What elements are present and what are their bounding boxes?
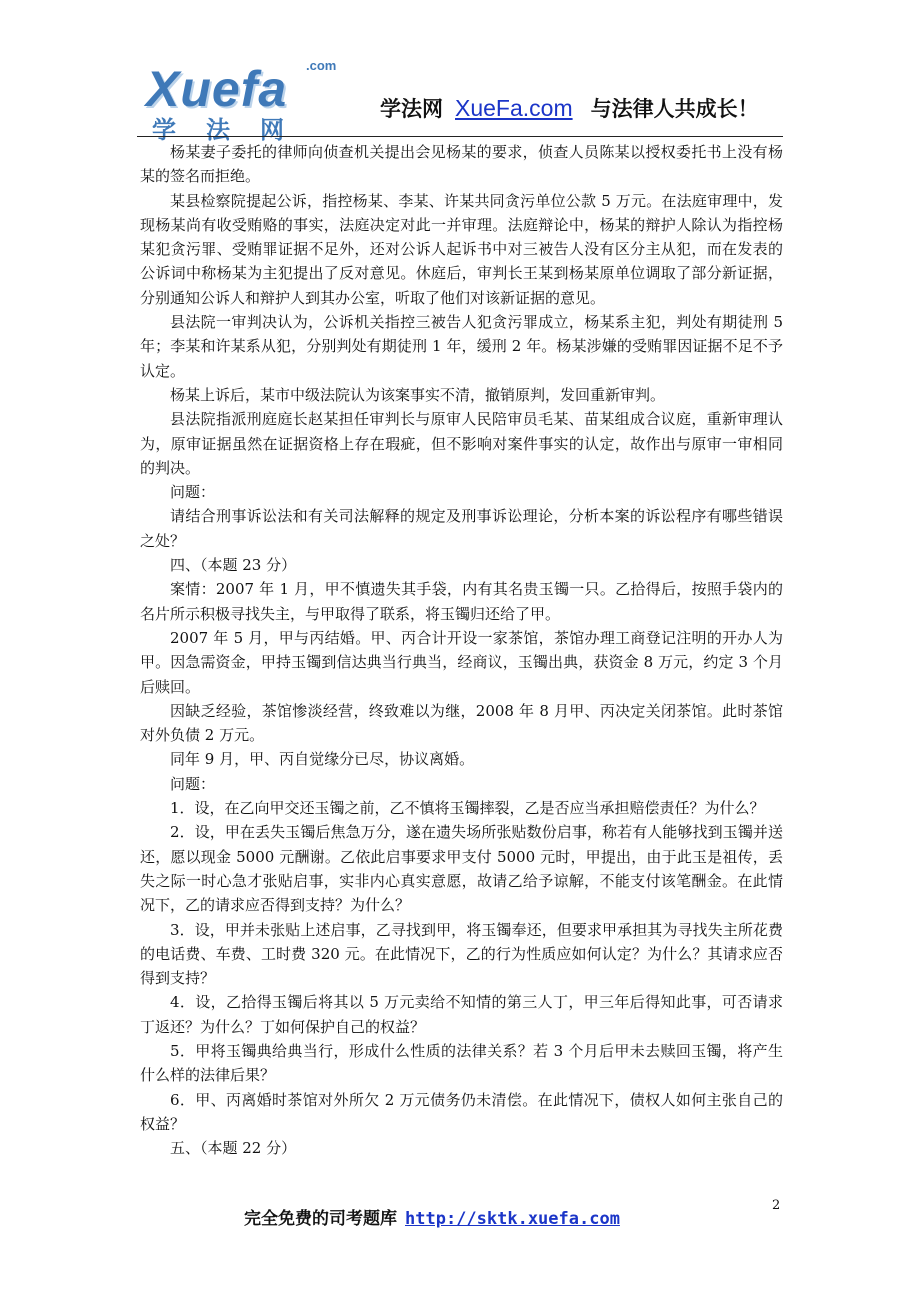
slogan-site-name: 学法网 [380,97,443,121]
logo-chinese-name: 学法网 [152,116,314,144]
paragraph: 县法院指派刑庭庭长赵某担任审判长与原审人民陪审员毛某、苗某组成合议庭，重新审理认为，原审证据虽然在证据资格上存在瑕疵，但不影响对案件事实的认定，故作出与原审一审相同的判决。 [140,410,783,477]
xuefa-logo[interactable] [140,58,350,144]
paragraph: 杨某上诉后，某市中级法院认为该案事实不清，撤销原判，发回重新审判。 [170,385,666,404]
paragraph: 某县检察院提起公诉，指控杨某、李某、许某共同贪污单位公款 5 万元。在法庭审理中，发现杨某尚有收受贿赂的事实，法庭决定对此一并审理。法庭辩论中，杨某的辩护人除认为指控杨某犯贪污罪、受贿罪证据不足外，还对公诉人起诉书中对三被告人没有区分主从犯，而在发表的公诉词中称杨某为主犯提出了反对意见。休庭后，审判长王某到杨某原单位调取了部分新证据，分别通知公诉人和辩护人到其办公室，听取了他们对该新证据的意见。 [140,191,783,307]
question-item: 1．设，在乙向甲交还玉镯之前，乙不慎将玉镯摔裂，乙是否应当承担赔偿责任？为什么？ [170,799,765,818]
question-item: 4．设，乙拾得玉镯后将其以 5 万元卖给不知情的第三人丁，甲三年后得知此事，可否请求丁返还？为什么？丁如何保护自己的权益？ [140,993,783,1036]
paragraph: 案情：2007 年 1 月，甲不慎遗失其手袋，内有其名贵玉镯一只。乙拾得后，按照手袋内的名片所示积极寻找失主，与甲取得了联系，将玉镯归还给了甲。 [140,580,783,623]
logo-domain-suffix: .com [306,58,337,73]
header-divider [137,136,783,137]
question-label: 问题： [170,483,216,502]
page-header [0,0,920,150]
section-heading: 四、（本题 23 分） [170,556,297,575]
footer-link[interactable]: http://sktk.xuefa.com [405,1209,620,1229]
paragraph: 同年 9 月，甲、丙自觉缘分已尽，协议离婚。 [170,750,475,769]
footer-text: 完全免费的司考题库 [244,1209,397,1229]
question-item: 3．设，甲并未张贴上述启事，乙寻找到甲，将玉镯奉还，但要求甲承担其为寻找失主所花费的电话费、车费、工时费 320 元。在此情况下，乙的行为性质应如何认定？为什么？其请求应否得到支持？ [140,920,783,988]
logo-wordmark: Xuefa [146,61,288,117]
paragraph: 2007 年 5 月，甲与丙结婚。甲、丙合计开设一家茶馆，茶馆办理工商登记注明的开办人为甲。因急需资金，甲持玉镯到信达典当行典当，经商议，玉镯出典，获资金 8 万元，约定 3 个月后赎回。 [140,628,783,696]
page-number: 2 [772,1198,781,1213]
page-footer [0,1196,920,1236]
slogan-tagline: 与法律人共成长！ [590,97,759,121]
document-body [140,140,783,1160]
question-label: 问题： [170,774,216,793]
paragraph: 县法院一审判决认为，公诉机关指控三被告人犯贪污罪成立，杨某系主犯，判处有期徒刑 5 年；李某和许某系从犯，分别判处有期徒刑 1 年，缓刑 2 年。杨某涉嫌的受贿罪因证据不足不予认定。 [140,313,783,380]
question-item: 5．甲将玉镯典给典当行，形成什么性质的法律关系？若 3 个月后甲未去赎回玉镯，将产生什么样的法律后果？ [140,1041,783,1085]
footer-line [244,1204,620,1229]
question-item: 6．甲、丙离婚时茶馆对外所欠 2 万元债务仍未清偿。在此情况下，债权人如何主张自己的权益？ [140,1090,783,1133]
paragraph: 杨某妻子委托的律师向侦查机关提出会见杨某的要求，侦查人员陈某以授权委托书上没有杨某的签名而拒绝。 [140,143,783,186]
paragraph: 因缺乏经验，茶馆惨淡经营，终致难以为继，2008 年 8 月甲、丙决定关闭茶馆。此时茶馆对外负债 2 万元。 [140,701,783,745]
slogan-site-link[interactable]: XueFa.com [455,95,573,121]
section-heading: 五、（本题 22 分） [170,1139,297,1158]
question-item: 2．设，甲在丢失玉镯后焦急万分，遂在遗失场所张贴数份启事，称若有人能够找到玉镯并送还，愿以现金 5000 元酬谢。乙依此启事要求甲支付 5000 元时，甲提出，由于此玉是祖传，丢失之际一时心急才张贴启事，实非内心真实意愿，故请乙给予谅解，不能支付该笔酬金。在此情况下，乙的请求应否得到支持？为什么？ [140,823,783,915]
question-text: 请结合刑事诉讼法和有关司法解释的规定及刑事诉讼理论，分析本案的诉讼程序有哪些错误之处？ [140,507,783,550]
header-slogan [380,93,759,123]
